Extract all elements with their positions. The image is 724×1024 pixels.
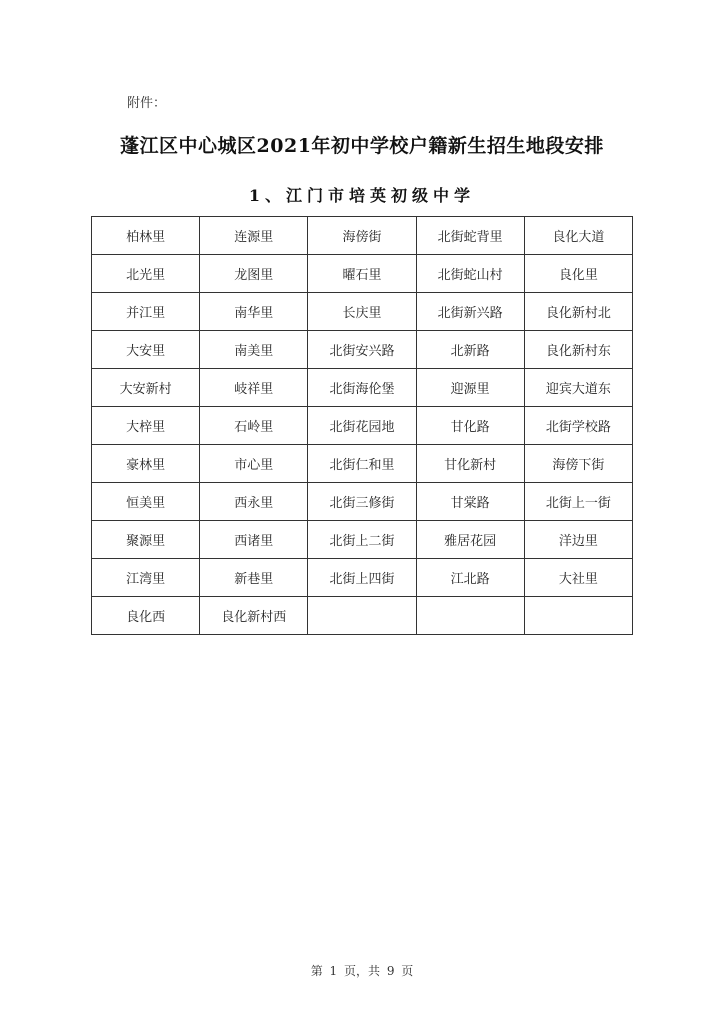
table-cell: 北街上一街: [524, 483, 632, 521]
table-cell: 岐祥里: [200, 369, 308, 407]
table-cell: 良化新村东: [524, 331, 632, 369]
table-cell: 北新路: [416, 331, 524, 369]
table-cell: 大安里: [92, 331, 200, 369]
table-cell: 新巷里: [200, 559, 308, 597]
table-cell: 南华里: [200, 293, 308, 331]
table-row: [92, 407, 633, 445]
table-cell: 并江里: [92, 293, 200, 331]
table-cell: 良化西: [92, 597, 200, 635]
table-cell: 南美里: [200, 331, 308, 369]
table-cell-empty: [524, 597, 632, 635]
table-cell: 石岭里: [200, 407, 308, 445]
table-cell: 海傍街: [308, 217, 416, 255]
table-cell: 良化里: [524, 255, 632, 293]
table-cell: 恒美里: [92, 483, 200, 521]
table-row: [92, 217, 633, 255]
table-cell: 雅居花园: [416, 521, 524, 559]
table-cell-empty: [308, 597, 416, 635]
table-cell: 洋边里: [524, 521, 632, 559]
table-cell: 聚源里: [92, 521, 200, 559]
table-cell: 曜石里: [308, 255, 416, 293]
table-row: [92, 521, 633, 559]
table-cell: 甘化路: [416, 407, 524, 445]
table-cell: 北街新兴路: [416, 293, 524, 331]
table-cell: 北街安兴路: [308, 331, 416, 369]
table-row: [92, 369, 633, 407]
table-cell: 北街三修街: [308, 483, 416, 521]
table-cell: 迎源里: [416, 369, 524, 407]
table-cell: 良化大道: [524, 217, 632, 255]
table-cell: 北街蛇背里: [416, 217, 524, 255]
table-row: [92, 445, 633, 483]
enrollment-zone-table: [91, 216, 633, 635]
table-cell: 良化新村北: [524, 293, 632, 331]
table-cell: 北街蛇山村: [416, 255, 524, 293]
table-row: [92, 597, 633, 635]
table-cell: 北街海伦堡: [308, 369, 416, 407]
table-cell: 北光里: [92, 255, 200, 293]
table-cell: 连源里: [200, 217, 308, 255]
table-cell: 西永里: [200, 483, 308, 521]
table-row: [92, 331, 633, 369]
document-title: 蓬江区中心城区2021年初中学校户籍新生招生地段安排: [120, 135, 604, 157]
table-cell: 北街仁和里: [308, 445, 416, 483]
table-cell: 江湾里: [92, 559, 200, 597]
table-cell-empty: [416, 597, 524, 635]
table-cell: 市心里: [200, 445, 308, 483]
table-cell: 良化新村西: [200, 597, 308, 635]
table-cell: 大社里: [524, 559, 632, 597]
table-row: [92, 559, 633, 597]
table-cell: 大安新村: [92, 369, 200, 407]
table-cell: 甘棠路: [416, 483, 524, 521]
table-cell: 柏林里: [92, 217, 200, 255]
table-cell: 北街花园地: [308, 407, 416, 445]
table-cell: 长庆里: [308, 293, 416, 331]
table-cell: 龙图里: [200, 255, 308, 293]
table-cell: 西诸里: [200, 521, 308, 559]
table-cell: 甘化新村: [416, 445, 524, 483]
table-cell: 北街上二街: [308, 521, 416, 559]
section-title: 1、江门市培英初级中学: [248, 186, 476, 205]
table-cell: 大梓里: [92, 407, 200, 445]
table-cell: 江北路: [416, 559, 524, 597]
table-cell: 北街上四街: [308, 559, 416, 597]
table-cell: 迎宾大道东: [524, 369, 632, 407]
table-cell: 豪林里: [92, 445, 200, 483]
attachment-label: 附件：: [127, 96, 167, 111]
table-cell: 北街学校路: [524, 407, 632, 445]
table-row: [92, 293, 633, 331]
table-cell: 海傍下街: [524, 445, 632, 483]
page-number-footer: 第 1 页，共 9 页: [310, 964, 414, 978]
table-row: [92, 255, 633, 293]
table-row: [92, 483, 633, 521]
